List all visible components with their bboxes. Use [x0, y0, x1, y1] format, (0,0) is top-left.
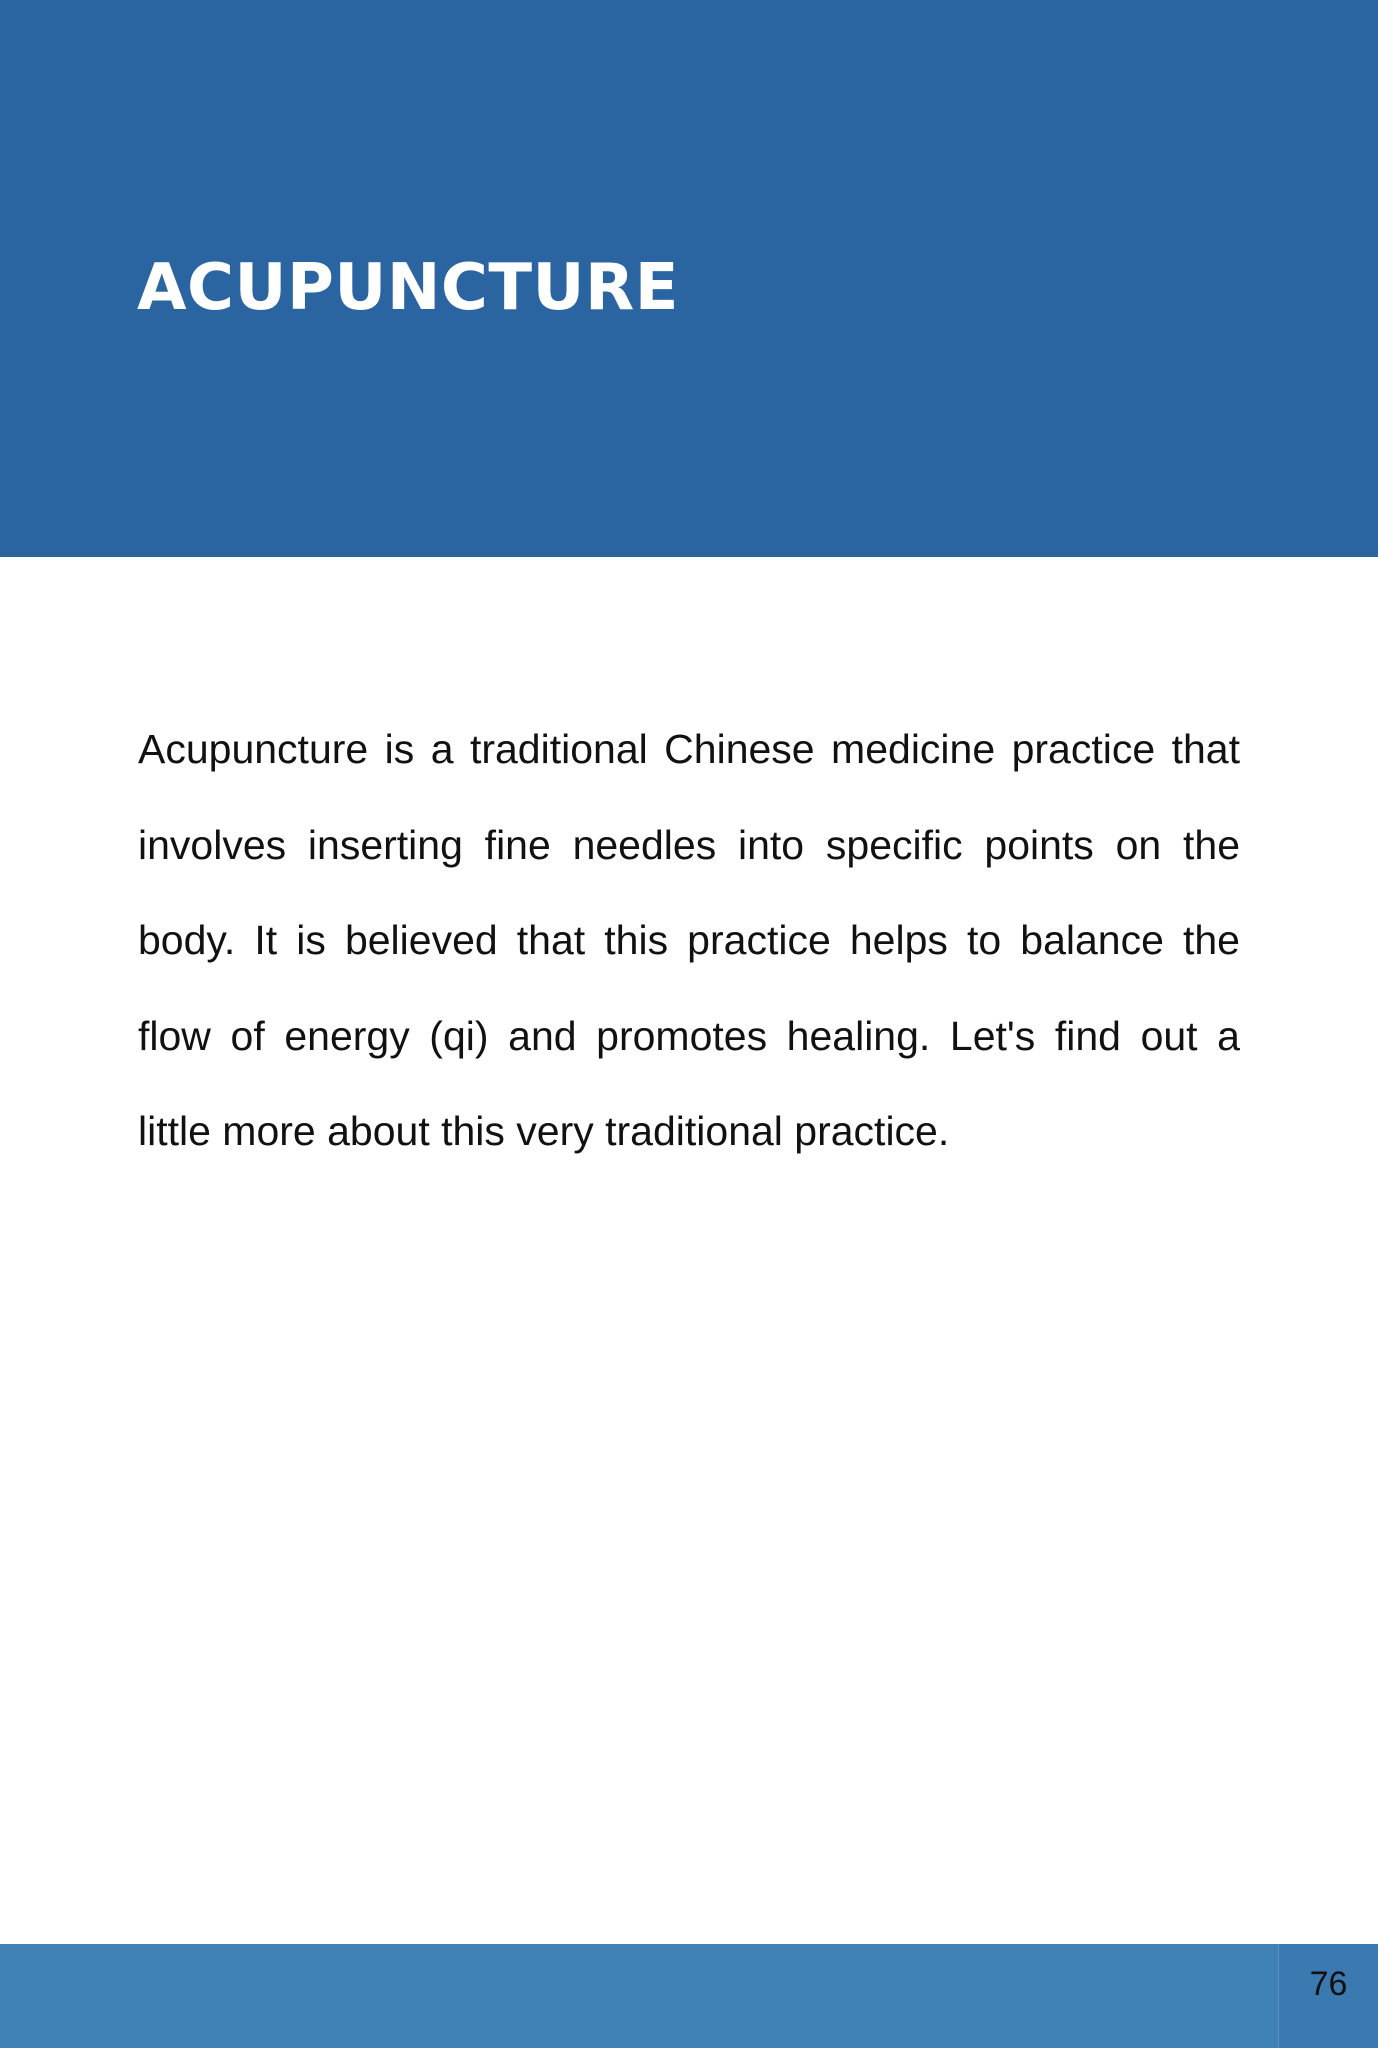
footer-banner: [0, 1944, 1378, 2048]
header-banner: [0, 0, 1378, 557]
body-paragraph: Acupuncture is a traditional Chinese medicine practice that involves inserting fine needles into specific points on the body. It is believed that this practice helps to balance the flow of energy (qi) and promotes healing. Let's find out a little more about this very traditional practice.: [138, 726, 1240, 1155]
page-number: 76: [1309, 1965, 1348, 2003]
page-title: ACUPUNCTURE: [137, 251, 679, 325]
page-number-box: [1278, 1944, 1378, 2048]
